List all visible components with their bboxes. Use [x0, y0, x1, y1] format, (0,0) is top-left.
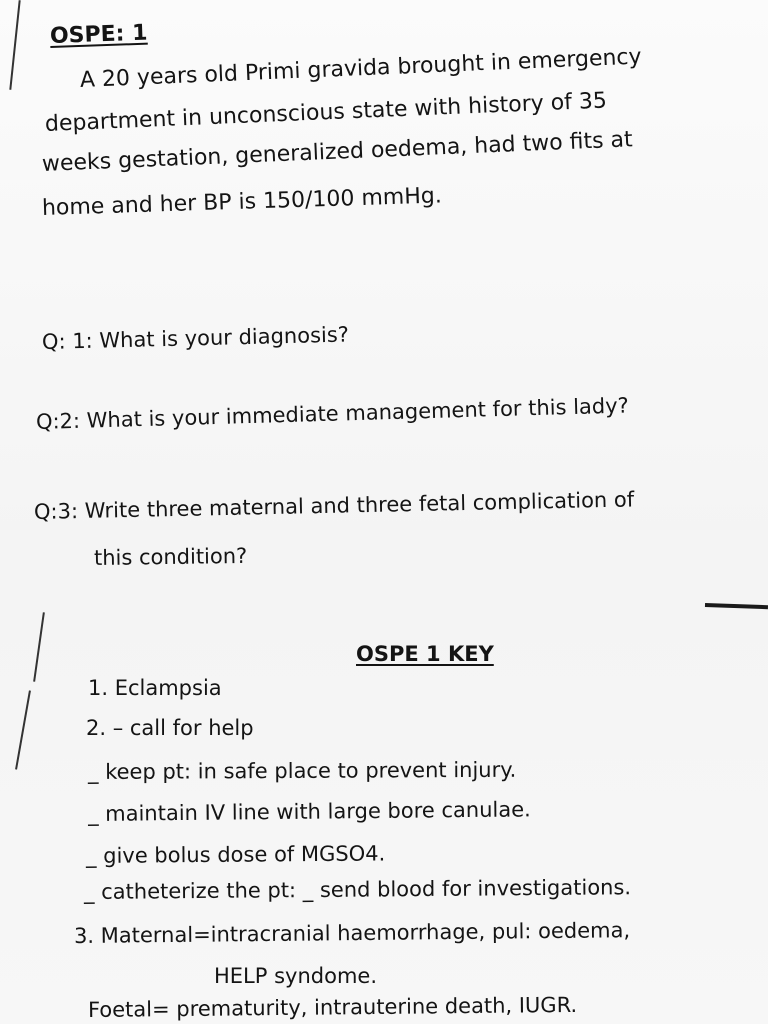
question-2: Q:2: What is your immediate management for this lady?: [35, 393, 630, 434]
key-answer-3: 3. Maternal=intracranial haemorrhage, pul: oedema,: [73, 918, 631, 948]
management-step-1: _ keep pt: in safe place to prevent injury.: [87, 757, 517, 784]
case-line-1: A 20 years old Primi gravida brought in emergency: [79, 44, 642, 93]
key-answer-2: 2. – call for help: [86, 716, 254, 740]
case-line-3: weeks gestation, generalized oedema, had two fits at: [41, 127, 634, 177]
key-answer-3-cont: HELP syndome.: [214, 964, 378, 988]
question-3-cont: this condition?: [93, 543, 248, 570]
ospe-title: OSPE: 1: [49, 20, 148, 49]
key-title: OSPE 1 KEY: [356, 642, 494, 666]
key-answer-1: 1. Eclampsia: [88, 676, 222, 700]
case-line-2: department in unconscious state with history of 35: [44, 88, 608, 137]
question-3: Q:3: Write three maternal and three fetal complication of: [33, 487, 635, 524]
key-answer-3-foetal: Foetal= prematurity, intrauterine death, IUGR.: [87, 992, 578, 1022]
management-step-3: _ give bolus dose of MGSO4.: [85, 841, 386, 868]
question-1: Q: 1: What is your diagnosis?: [41, 322, 350, 354]
case-line-4: home and her BP is 150/100 mmHg.: [41, 183, 443, 221]
management-step-4: _ catheterize the pt: _ send blood for investigations.: [83, 875, 632, 904]
management-step-2: _ maintain IV line with large bore canulae.: [87, 797, 531, 826]
